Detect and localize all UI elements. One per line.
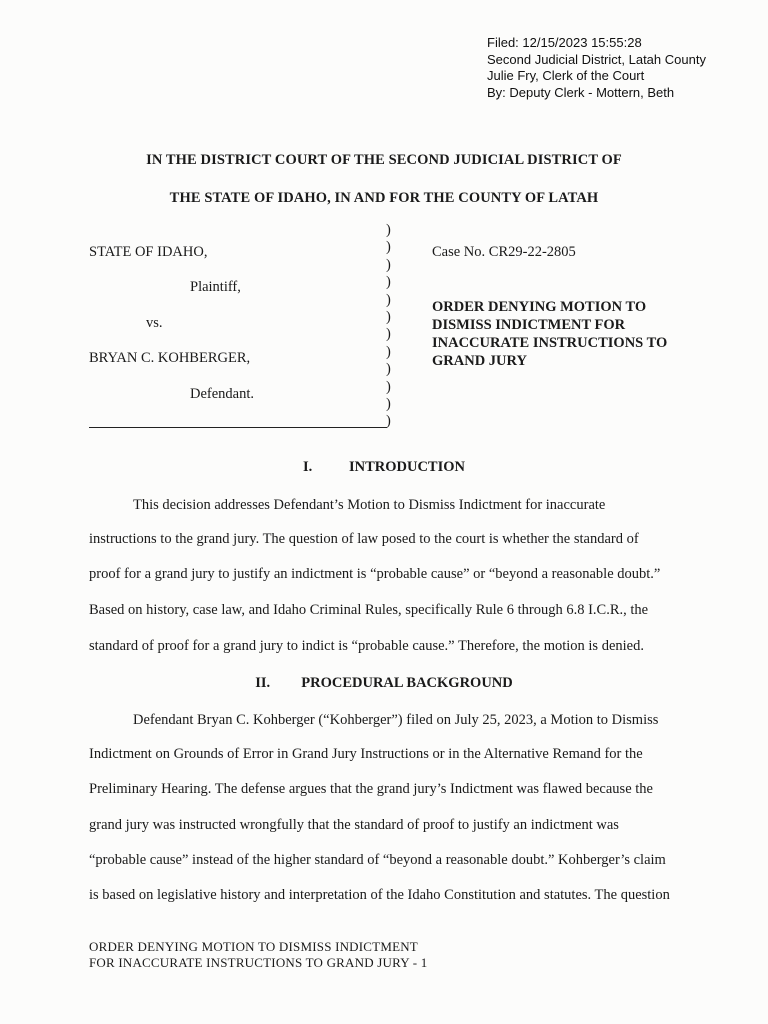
defendant-name: BRYAN C. KOHBERGER, (89, 350, 251, 366)
body-line: Preliminary Hearing. The defense argues that the grand jury’s Indictment was flawed because the (89, 781, 653, 797)
caption-paren: ) (386, 395, 391, 412)
body-line: proof for a grand jury to justify an indictment is “probable cause” or “beyond a reasonable doubt.” (89, 566, 661, 582)
order-title-line: GRAND JURY (432, 353, 527, 369)
page-footer (89, 939, 428, 971)
court-heading-line-2: THE STATE OF IDAHO, IN AND FOR THE COUNTY OF LATAH (169, 190, 599, 206)
body-line: Defendant Bryan C. Kohberger (“Kohberger”) filed on July 25, 2023, a Motion to Dismiss (133, 712, 659, 728)
filed-deputy: By: Deputy Clerk - Mottern, Beth (487, 84, 675, 100)
order-title-line: INACCURATE INSTRUCTIONS TO (432, 335, 668, 351)
body-line: Indictment on Grounds of Error in Grand Jury Instructions or in the Alternative Remand for the (89, 746, 643, 762)
court-heading-line-1: IN THE DISTRICT COURT OF THE SECOND JUDICIAL DISTRICT OF (146, 152, 622, 168)
caption-underline (89, 427, 387, 428)
section-number: II. (255, 675, 271, 691)
section-number: I. (302, 459, 313, 475)
filed-district: Second Judicial District, Latah County (487, 51, 706, 67)
caption-paren: ) (386, 222, 391, 238)
body-line: is based on legislative history and interpretation of the Idaho Constitution and statutes. The question (89, 887, 670, 903)
plaintiff-name: STATE OF IDAHO, (89, 244, 208, 260)
defendant-role: Defendant. (190, 386, 255, 402)
body-line: This decision addresses Defendant’s Motion to Dismiss Indictment for inaccurate (133, 497, 606, 513)
caption-paren: ) (386, 326, 391, 343)
caption-paren: ) (386, 291, 391, 308)
caption-paren: ) (386, 308, 391, 325)
caption-paren: ) (386, 239, 391, 256)
section-heading-introduction (0, 459, 768, 476)
filing-stamp (487, 35, 706, 101)
order-title-line: DISMISS INDICTMENT FOR (432, 317, 626, 333)
caption-paren: ) (386, 256, 391, 273)
section-title: INTRODUCTION (348, 459, 465, 475)
filed-clerk: Julie Fry, Clerk of the Court (487, 68, 645, 83)
body-line: grand jury was instructed wrongfully that the standard of proof to justify an indictment was (89, 817, 619, 833)
caption-paren: ) (386, 378, 391, 395)
footer-line-1: ORDER DENYING MOTION TO DISMISS INDICTMENT (89, 939, 418, 954)
body-line: Based on history, case law, and Idaho Criminal Rules, specifically Rule 6 through 6.8 I.C.R., the (89, 602, 649, 618)
case-number: Case No. CR29-22-2805 (432, 244, 576, 260)
body-line: “probable cause” instead of the higher standard of “beyond a reasonable doubt.” Kohberger’s claim (89, 852, 666, 868)
versus-label: vs. (146, 315, 163, 331)
body-line: standard of proof for a grand jury to indict is “probable cause.” Therefore, the motion is denied. (89, 638, 644, 654)
caption-paren: ) (386, 274, 391, 291)
plaintiff-role: Plaintiff, (190, 279, 241, 295)
caption-paren: ) (386, 413, 391, 430)
order-title-line: ORDER DENYING MOTION TO (432, 299, 647, 315)
caption-paren-column (386, 222, 391, 431)
caption-paren: ) (386, 361, 391, 378)
section-title: PROCEDURAL BACKGROUND (301, 675, 513, 691)
order-title (432, 298, 667, 370)
caption-paren: ) (386, 343, 391, 360)
footer-line-2: FOR INACCURATE INSTRUCTIONS TO GRAND JURY - 1 (89, 955, 428, 970)
body-line: instructions to the grand jury. The question of law posed to the court is whether the standard of (89, 531, 639, 547)
filed-timestamp: Filed: 12/15/2023 15:55:28 (487, 35, 642, 50)
section-heading-procedural-background (0, 675, 768, 692)
